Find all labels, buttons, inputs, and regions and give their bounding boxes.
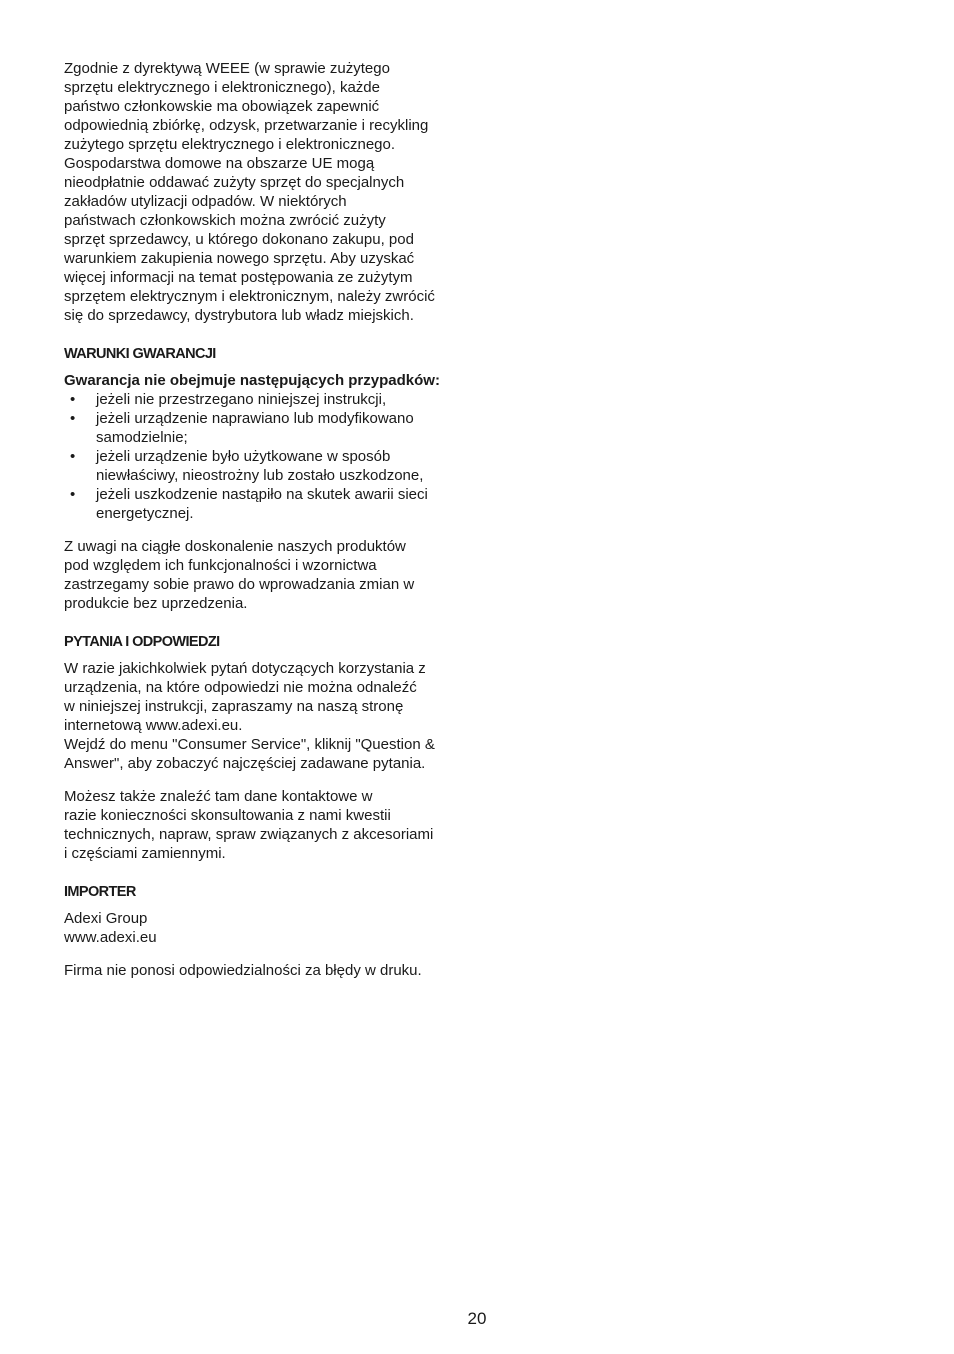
text-line: urządzenia, na które odpowiedzi nie można odnaleźć bbox=[64, 679, 417, 696]
text-line: Zgodnie z dyrektywą WEEE (w sprawie zużytego bbox=[64, 60, 390, 77]
text-line: państwach członkowskich można zwrócić zużyty bbox=[64, 212, 386, 229]
warranty-heading: WARUNKI GWARANCJI bbox=[64, 346, 216, 362]
text-line: jeżeli urządzenie naprawiano lub modyfikowano bbox=[96, 410, 414, 427]
text-line: sprzętem elektrycznym i elektronicznym, należy zwrócić bbox=[64, 288, 435, 305]
bullet-icon: • bbox=[70, 391, 76, 408]
bullet-icon: • bbox=[70, 410, 76, 427]
text-line: zakładów utylizacji odpadów. W niektórych bbox=[64, 193, 347, 210]
list-item bbox=[64, 390, 468, 409]
weee-paragraph bbox=[64, 59, 468, 325]
importer-contact bbox=[64, 909, 468, 947]
list-item bbox=[64, 485, 468, 523]
text-line: technicznych, napraw, spraw związanych z akcesoriami bbox=[64, 826, 434, 843]
text-line: się do sprzedawcy, dystrybutora lub władz miejskich. bbox=[64, 307, 414, 324]
disclaimer-text: Firma nie ponosi odpowiedzialności za błędy w druku. bbox=[64, 962, 422, 979]
text-line: warunkiem zakupienia nowego sprzętu. Aby uzyskać bbox=[64, 250, 415, 267]
faq-heading: PYTANIA I ODPOWIEDZI bbox=[64, 634, 220, 650]
importer-website: www.adexi.eu bbox=[64, 929, 157, 946]
bullet-icon: • bbox=[70, 486, 76, 503]
text-line: więcej informacji na temat postępowania ze zużytym bbox=[64, 269, 413, 286]
text-line: państwo członkowskie ma obowiązek zapewnić bbox=[64, 98, 380, 115]
faq-paragraph-1 bbox=[64, 659, 468, 773]
text-line: zastrzegamy sobie prawo do wprowadzania zmian w bbox=[64, 576, 415, 593]
text-line: razie konieczności skonsultowania z nami kwestii bbox=[64, 807, 391, 824]
text-line: odpowiednią zbiórkę, odzysk, przetwarzanie i recykling bbox=[64, 117, 429, 134]
importer-company: Adexi Group bbox=[64, 910, 148, 927]
warranty-note-paragraph bbox=[64, 537, 468, 613]
text-line: pod względem ich funkcjonalności i wzornictwa bbox=[64, 557, 377, 574]
text-line: internetową www.adexi.eu. bbox=[64, 717, 243, 734]
importer-heading: IMPORTER bbox=[64, 884, 136, 900]
text-line: i częściami zamiennymi. bbox=[64, 845, 226, 862]
main-column bbox=[64, 59, 468, 994]
text-line: produkcie bez uprzedzenia. bbox=[64, 595, 248, 612]
faq-paragraph-2 bbox=[64, 787, 468, 863]
list-item bbox=[64, 447, 468, 485]
text-line: jeżeli nie przestrzegano niniejszej instrukcji, bbox=[96, 391, 387, 408]
text-line: sprzętu elektrycznego i elektronicznego), każde bbox=[64, 79, 380, 96]
text-line: Wejdź do menu "Consumer Service", kliknij "Question & bbox=[64, 736, 435, 753]
text-line: samodzielnie; bbox=[96, 429, 188, 446]
warranty-subheading: Gwarancja nie obejmuje następujących przypadków: bbox=[64, 372, 440, 389]
text-line: Gospodarstwa domowe na obszarze UE mogą bbox=[64, 155, 375, 172]
text-line: W razie jakichkolwiek pytań dotyczących korzystania z bbox=[64, 660, 426, 677]
disclaimer bbox=[64, 961, 468, 980]
text-line: energetycznej. bbox=[96, 505, 194, 522]
list-item bbox=[64, 409, 468, 447]
text-line: w niniejszej instrukcji, zapraszamy na naszą stronę bbox=[64, 698, 404, 715]
text-line: Z uwagi na ciągłe doskonalenie naszych produktów bbox=[64, 538, 406, 555]
bullet-icon: • bbox=[70, 448, 76, 465]
warranty-exclusions-list bbox=[64, 390, 468, 523]
text-line: jeżeli urządzenie było użytkowane w sposób bbox=[96, 448, 391, 465]
text-line: zużytego sprzętu elektrycznego i elektronicznego. bbox=[64, 136, 396, 153]
text-line: nieodpłatnie oddawać zużyty sprzęt do specjalnych bbox=[64, 174, 405, 191]
text-line: sprzęt sprzedawcy, u którego dokonano zakupu, pod bbox=[64, 231, 414, 248]
page-number: 20 bbox=[467, 1309, 487, 1328]
text-line: Answer", aby zobaczyć najczęściej zadawane pytania. bbox=[64, 755, 426, 772]
text-line: jeżeli uszkodzenie nastąpiło na skutek awarii sieci bbox=[96, 486, 428, 503]
text-line: niewłaściwy, nieostrożny lub zostało uszkodzone, bbox=[96, 467, 424, 484]
text-line: Możesz także znaleźć tam dane kontaktowe w bbox=[64, 788, 373, 805]
